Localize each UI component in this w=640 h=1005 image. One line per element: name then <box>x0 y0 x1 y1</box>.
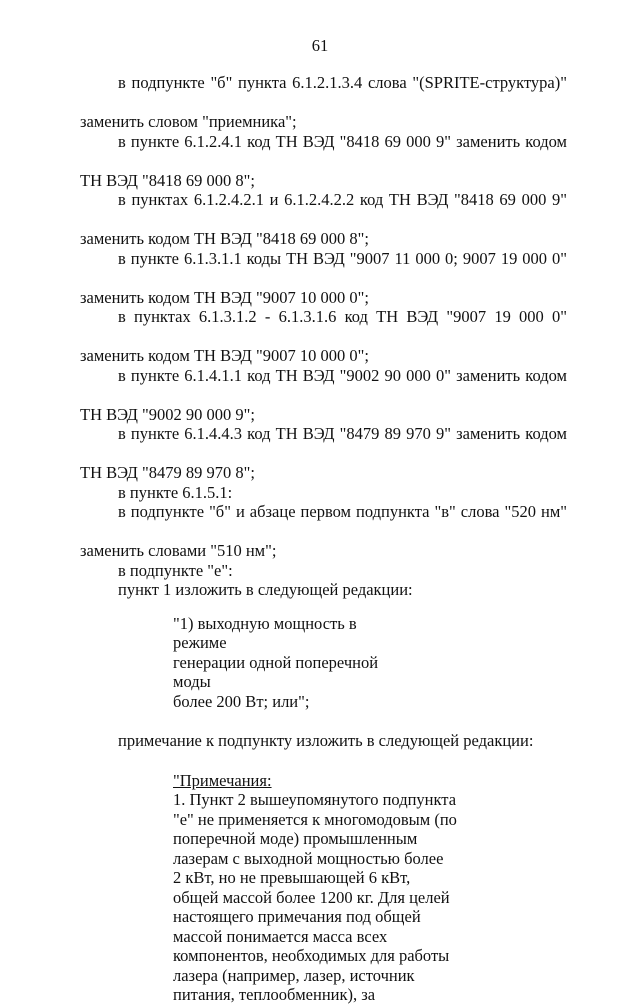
amendment-paragraph-cont: заменить кодом ТН ВЭД "9007 10 000 0"; <box>80 287 369 307</box>
quoted-text-block <box>173 614 413 712</box>
document-body <box>80 73 567 1005</box>
note-line: компонентов, необходимых для работы <box>173 946 450 965</box>
note-line: общей массой более 1200 кг. Для целей <box>173 887 450 907</box>
paragraph-item-1: пункт 1 изложить в следующей редакции: <box>118 580 413 599</box>
note-line: "е" не применяется к многомодовым (по <box>173 809 457 829</box>
paragraph-subitem-e: в подпункте "е": <box>118 560 233 580</box>
note-line: 1. Пункт 2 вышеупомянутого подпункта <box>173 790 457 809</box>
quote-line: "1) выходную мощность в режиме <box>173 613 357 652</box>
amendment-paragraph: в подпункте "б" и абзаце первом подпункта "в" слова "520 нм" <box>118 502 567 521</box>
page-number: 61 <box>311 36 329 55</box>
amendment-paragraph: в пункте 6.1.4.1.1 код ТН ВЭД "9002 90 000 0" заменить кодом <box>118 365 567 385</box>
amendment-paragraph-cont: ТН ВЭД "8479 89 970 8"; <box>80 463 255 482</box>
amendment-paragraph: в пункте 6.1.3.1.1 коды ТН ВЭД "9007 11 000 0; 9007 19 000 0" <box>118 248 567 268</box>
note-line: поперечной моде) промышленным <box>173 829 418 848</box>
note-line: питания, теплообменник), за <box>173 985 376 1004</box>
notes-title: "Примечания: <box>173 770 272 790</box>
paragraph-note-intro: примечание к подпункту изложить в следующей редакции: <box>118 731 534 750</box>
quote-line: генерации одной поперечной моды <box>173 652 379 691</box>
notes-block <box>173 771 463 1005</box>
amendment-paragraph-cont: заменить словом "приемника"; <box>80 112 297 131</box>
note-line: массой понимается масса всех <box>173 926 388 946</box>
amendment-paragraph: в пункте 6.1.4.4.3 код ТН ВЭД "8479 89 970 9" заменить кодом <box>118 424 567 443</box>
note-line: 2 кВт, но не превышающей 6 кВт, <box>173 868 411 887</box>
note-line: настоящего примечания под общей <box>173 907 421 926</box>
note-line: лазера (например, лазер, источник <box>173 965 415 985</box>
amendment-paragraph-cont: заменить словами "510 нм"; <box>80 541 277 560</box>
amendment-paragraph: в подпункте "б" пункта 6.1.2.1.3.4 слова "(SPRITE-структура)" <box>118 73 567 92</box>
amendment-paragraph-cont: ТН ВЭД "8418 69 000 8"; <box>80 170 255 190</box>
amendment-paragraph: в пунктах 6.1.2.4.2.1 и 6.1.2.4.2.2 код ТН ВЭД "8418 69 000 9" <box>118 190 567 209</box>
amendment-paragraph-cont: заменить кодом ТН ВЭД "8418 69 000 8"; <box>80 229 369 248</box>
paragraph-6-1-5-1: в пункте 6.1.5.1: <box>118 482 233 502</box>
quote-line: более 200 Вт; или"; <box>173 691 310 711</box>
amendment-paragraph: в пунктах 6.1.3.1.2 - 6.1.3.1.6 код ТН ВЭД "9007 19 000 0" <box>118 307 567 326</box>
amendment-paragraph-cont: ТН ВЭД "9002 90 000 9"; <box>80 404 255 424</box>
amendment-paragraph-cont: заменить кодом ТН ВЭД "9007 10 000 0"; <box>80 346 369 365</box>
note-line: лазерам с выходной мощностью более <box>173 848 444 868</box>
amendment-paragraph: в пункте 6.1.2.4.1 код ТН ВЭД "8418 69 000 9" заменить кодом <box>118 131 567 151</box>
